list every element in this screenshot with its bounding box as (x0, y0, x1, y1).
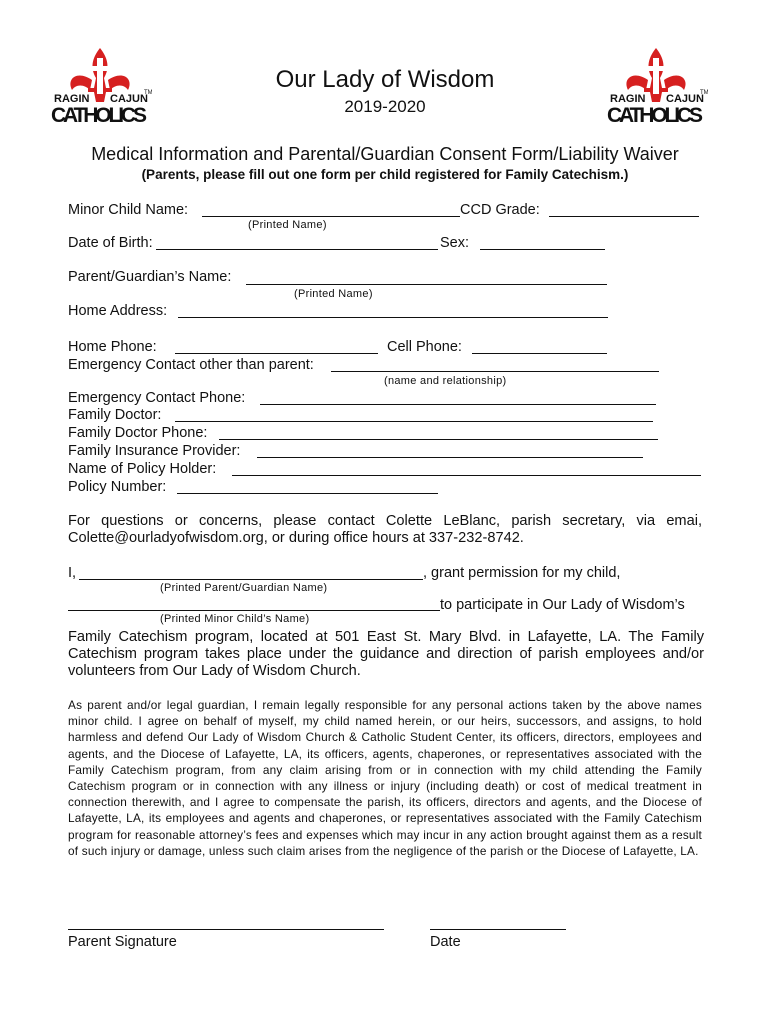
doctor-phone-field[interactable] (219, 439, 658, 440)
emergency-contact-label: Emergency Contact other than parent: (68, 357, 314, 373)
dob-label: Date of Birth: (68, 235, 153, 251)
logo-cajun-text: CAJUN (110, 93, 148, 105)
family-doctor-field[interactable] (175, 421, 653, 422)
emergency-contact-field[interactable] (331, 371, 659, 372)
cell-phone-label: Cell Phone: (387, 339, 462, 355)
guardian-name-label: Parent/Guardian’s Name: (68, 269, 232, 285)
dob-field[interactable] (156, 249, 438, 250)
insurance-field[interactable] (257, 457, 643, 458)
svg-text:RAGIN: RAGIN (610, 93, 646, 105)
consent-i-label: I, (68, 565, 77, 581)
printed-name-caption-2: (Printed Name) (294, 288, 373, 300)
home-address-field[interactable] (178, 317, 608, 318)
policy-number-label: Policy Number: (68, 479, 167, 495)
home-phone-field[interactable] (175, 353, 378, 354)
logo-tm-text: TM (144, 90, 152, 96)
page-title: Our Lady of Wisdom (275, 66, 495, 93)
guardian-printed-name-field[interactable] (79, 579, 423, 580)
participate-text: to participate in Our Lady of Wisdom’s (440, 597, 685, 613)
form-instructions: (Parents, please fill out one form per child registered for Family Catechism.) (141, 167, 629, 182)
logo-catholics-text: CATHOLICS (51, 104, 147, 126)
policy-holder-label: Name of Policy Holder: (68, 461, 217, 477)
logo-ragin-text: RAGIN (54, 93, 90, 105)
name-relationship-caption: (name and relationship) (384, 375, 507, 387)
emergency-phone-field[interactable] (260, 404, 656, 405)
ccd-grade-field[interactable] (549, 216, 699, 217)
guardian-name-field[interactable] (246, 284, 607, 285)
parent-signature-field[interactable] (68, 929, 384, 930)
family-doctor-label: Family Doctor: (68, 407, 162, 423)
home-phone-label: Home Phone: (68, 339, 157, 355)
ccd-grade-label: CCD Grade: (460, 202, 540, 218)
program-paragraph: Family Catechism program, located at 501 East St. Mary Blvd. in Lafayette, LA. The Family Catechism program takes place under the guidance and direction of parish employees and/or volunteers from Our Lady of Wisdom Church. (68, 629, 704, 679)
emergency-phone-label: Emergency Contact Phone: (68, 390, 246, 406)
doctor-phone-label: Family Doctor Phone: (68, 425, 208, 441)
school-year: 2019-2020 (344, 97, 426, 116)
sex-label: Sex: (440, 235, 470, 251)
policy-holder-field[interactable] (232, 475, 701, 476)
printed-guardian-caption: (Printed Parent/Guardian Name) (160, 582, 328, 594)
contact-paragraph: For questions or concerns, please contact Colette LeBlanc, parish secretary, via emai, Colette@ourladyofwisdom.org, or during office hours at 337-232-8742. (68, 513, 702, 546)
printed-minor-caption: (Printed Minor Child’s Name) (160, 613, 310, 625)
grant-permission-text: , grant permission for my child, (423, 565, 621, 581)
liability-waiver-text: As parent and/or legal guardian, I remain legally responsible for any personal actions taken by the above names minor child. I agree on behalf of myself, my child named herein, or our heirs, successors, and assigns, to hold harmless and defend Our Lady of Wisdom Church & Catholic Student Center, its officers, directors, employees and agents, and the Diocese of Lafayette, LA, its officers, agents, chaperones, or representatives associated with the Family Catechism program, from any claim arising from or in connection with my child attending the Family Catechism program or in connection with any illness or injury (including death) or cost of medical treatment in connection therewith, and I agree to compensate the parish, its officers, directors and agents, and the Diocese of Lafayette, LA, its employees and agents and chaperones, or representatives associated with the Family Catechism program for reasonable attorney’s fees and expenses which may incur in any action brought against them as a result of such injury or damage, unless such claim arises from the negligence of the parish or the Diocese of Lafayette, LA. (68, 698, 702, 858)
svg-text:CAJUN: CAJUN (666, 93, 704, 105)
date-label: Date (430, 934, 461, 950)
policy-number-field[interactable] (177, 493, 438, 494)
minor-name-field[interactable] (202, 216, 460, 217)
minor-name-label: Minor Child Name: (68, 202, 189, 218)
svg-text:TM: TM (700, 90, 708, 96)
parent-signature-label: Parent Signature (68, 934, 177, 950)
cell-phone-field[interactable] (472, 353, 607, 354)
sex-field[interactable] (480, 249, 605, 250)
form-heading: Medical Information and Parental/Guardian Consent Form/Liability Waiver (91, 144, 679, 164)
svg-text:CATHOLICS: CATHOLICS (607, 104, 703, 126)
minor-printed-name-field[interactable] (68, 610, 440, 611)
date-field[interactable] (430, 929, 566, 930)
home-address-label: Home Address: (68, 303, 168, 319)
insurance-label: Family Insurance Provider: (68, 443, 241, 459)
printed-name-caption: (Printed Name) (248, 219, 327, 231)
